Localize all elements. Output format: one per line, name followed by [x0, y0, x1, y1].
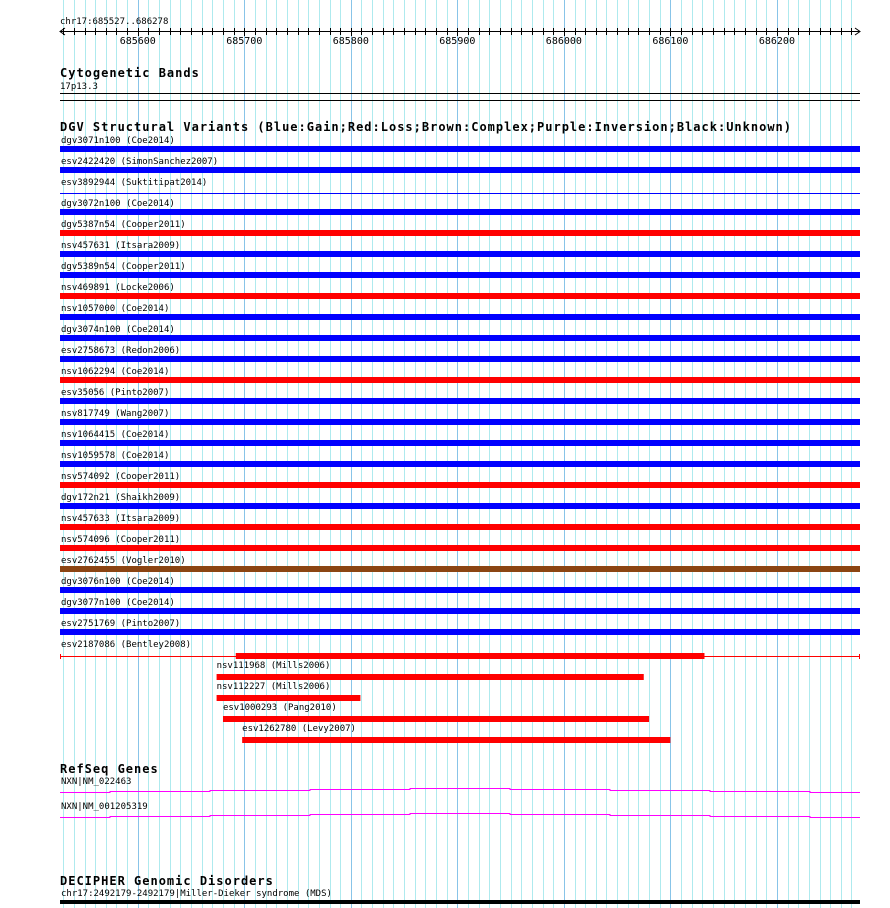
ruler-tick-label: 685700 [226, 36, 263, 47]
variant-label[interactable]: esv1262780 (Levy2007) [242, 724, 356, 734]
variant-bar[interactable] [60, 293, 860, 299]
decipher-label[interactable]: chr17:2492179-2492179|Miller-Dieker syndrome (MDS) [61, 889, 332, 899]
variant-bar[interactable] [60, 167, 860, 173]
variant-label[interactable]: esv2751769 (Pinto2007) [61, 619, 181, 629]
ruler-tick-label: 685800 [332, 36, 369, 47]
variant-bar[interactable] [223, 716, 649, 722]
track-title-refseq: RefSeq Genes [60, 762, 159, 776]
ruler-tick-label: 686000 [545, 36, 582, 47]
variant-label[interactable]: dgv3074n100 (Coe2014) [61, 325, 175, 335]
variant-label[interactable]: esv1000293 (Pang2010) [222, 703, 337, 713]
track-title-decipher: DECIPHER Genomic Disorders [60, 874, 274, 888]
variant-bar[interactable] [60, 545, 860, 551]
variant-bar[interactable] [60, 440, 860, 446]
variant-label[interactable]: dgv3072n100 (Coe2014) [61, 199, 175, 209]
ruler-tick-label: 686100 [652, 36, 689, 47]
variant-bar[interactable] [60, 503, 860, 509]
track-title-dgv: DGV Structural Variants (Blue:Gain;Red:Loss;Brown:Complex;Purple:Inversion;Black:Unknown) [60, 120, 792, 134]
ruler-tick-label: 686200 [758, 36, 795, 47]
variant-label[interactable]: nsv574092 (Cooper2011) [61, 472, 181, 482]
variant-bar[interactable] [236, 653, 705, 659]
cytoband-label[interactable]: 17p13.3 [60, 82, 98, 92]
variant-bar[interactable] [60, 608, 860, 614]
variant-label[interactable]: nsv1057000 (Coe2014) [61, 304, 170, 314]
variant-label[interactable]: nsv1064415 (Coe2014) [61, 430, 170, 440]
variant-bar[interactable] [60, 419, 860, 425]
variant-bar[interactable] [60, 398, 860, 404]
ruler-location: chr17:685527..686278 [60, 17, 169, 27]
variant-bar[interactable] [60, 209, 860, 215]
variant-label[interactable]: dgv5387n54 (Cooper2011) [61, 220, 186, 230]
variant-label[interactable]: dgv3076n100 (Coe2014) [61, 577, 175, 587]
variant-label[interactable]: esv2762455 (Vogler2010) [61, 556, 186, 566]
variant-bar[interactable] [60, 356, 860, 362]
variant-bar[interactable] [60, 251, 860, 257]
ruler-tick-label: 685600 [119, 36, 156, 47]
variant-label[interactable]: nsv574096 (Cooper2011) [61, 535, 181, 545]
variant-bar[interactable] [60, 272, 860, 278]
variant-bar[interactable] [60, 566, 860, 572]
variant-label[interactable]: esv35056 (Pinto2007) [61, 388, 170, 398]
gene-label[interactable]: NXN|NM_022463 [61, 777, 132, 787]
decipher-bar[interactable] [60, 900, 860, 904]
variant-span-end [859, 654, 860, 659]
variant-bar[interactable] [60, 482, 860, 488]
variant-label[interactable]: nsv1059578 (Coe2014) [61, 451, 170, 461]
variant-label[interactable]: nsv817749 (Wang2007) [61, 409, 170, 419]
variant-label[interactable]: nsv111968 (Mills2006) [216, 661, 331, 671]
variant-span-end [60, 654, 61, 659]
variant-bar[interactable] [217, 674, 644, 680]
variant-bar[interactable] [60, 377, 860, 383]
variant-bar[interactable] [60, 230, 860, 236]
variant-label[interactable]: dgv3077n100 (Coe2014) [61, 598, 175, 608]
variant-label[interactable]: esv3892944 (Suktitipat2014) [61, 178, 208, 188]
variant-bar[interactable] [217, 695, 361, 701]
variant-label[interactable]: nsv457631 (Itsara2009) [61, 241, 181, 251]
ruler-tick-label: 685900 [439, 36, 476, 47]
variant-bar[interactable] [60, 461, 860, 467]
variant-bar[interactable] [60, 335, 860, 341]
variant-label[interactable]: dgv172n21 (Shaikh2009) [61, 493, 181, 503]
track-title-cytoband: Cytogenetic Bands [60, 66, 200, 80]
variant-label[interactable]: esv2187086 (Bentley2008) [61, 640, 192, 650]
variant-label[interactable]: esv2758673 (Redon2006) [61, 346, 181, 356]
variant-bar[interactable] [60, 314, 860, 320]
variant-label[interactable]: dgv5389n54 (Cooper2011) [61, 262, 186, 272]
cytoband-line [60, 100, 860, 101]
variant-bar[interactable] [60, 524, 860, 530]
variant-bar[interactable] [60, 587, 860, 593]
variant-label[interactable]: nsv469891 (Locke2006) [61, 283, 175, 293]
variant-label[interactable]: nsv112227 (Mills2006) [216, 682, 331, 692]
variant-label[interactable]: dgv3071n100 (Coe2014) [61, 136, 175, 146]
cytoband-line [60, 93, 860, 94]
variant-label[interactable]: esv2422420 (SimonSanchez2007) [61, 157, 219, 167]
variant-bar[interactable] [242, 737, 670, 743]
variant-label[interactable]: nsv1062294 (Coe2014) [61, 367, 170, 377]
variant-bar[interactable] [60, 146, 860, 152]
gene-label[interactable]: NXN|NM_001205319 [61, 802, 148, 812]
variant-label[interactable]: nsv457633 (Itsara2009) [61, 514, 181, 524]
variant-bar[interactable] [60, 193, 860, 194]
variant-bar[interactable] [60, 629, 860, 635]
